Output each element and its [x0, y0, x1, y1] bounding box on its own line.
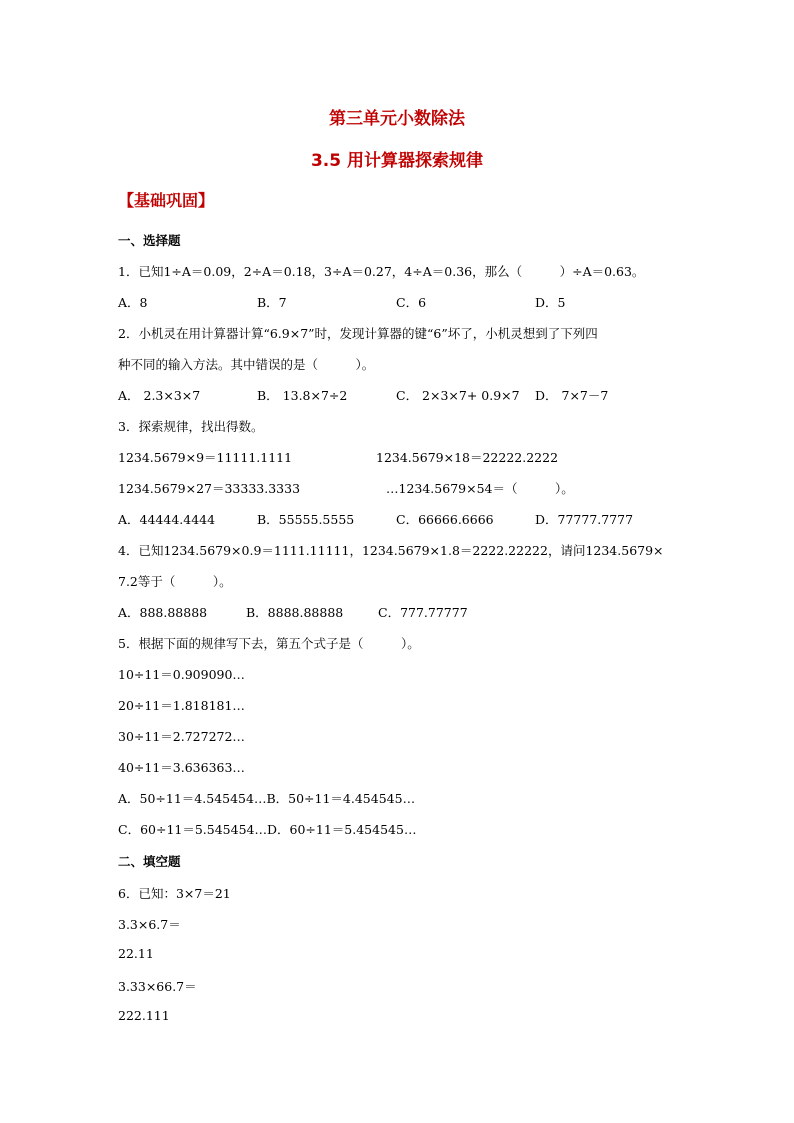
question-3-option-a: A．44444.4444 — [118, 512, 216, 527]
question-4-option-b: B．8888.88888 — [246, 605, 344, 620]
question-2-line-1: 2．小机灵在用计算器计算“6.9×7”时，发现计算器的键“6”坏了，小机灵想到了下列四 — [118, 326, 598, 341]
section-bracket-heading: 【基础巩固】 — [118, 191, 215, 210]
question-4-line-1: 4．已知1234.5679×0.9＝1111.11111，1234.5679×1.8＝2222.22222，请问1234.5679× — [118, 543, 664, 558]
question-4-line-2: 7.2等于（ ）。 — [118, 574, 232, 589]
question-6-row-4: 3.33×66.7＝ — [118, 979, 197, 994]
question-6-row-3: 22.11 — [118, 946, 154, 961]
section-heading-fill-in: 二、填空题 — [118, 854, 181, 869]
question-5-row-4: 40÷11＝3.636363… — [118, 760, 245, 775]
question-1-option-c: C．6 — [396, 295, 427, 310]
question-5-options-cd: C．60÷11＝5.545454…D．60÷11＝5.454545… — [118, 822, 417, 837]
question-3-equation-2: 1234.5679×18＝22222.2222 — [376, 450, 559, 465]
question-5-row-1: 10÷11＝0.909090… — [118, 667, 245, 682]
question-3-text: 3．探索规律，找出得数。 — [118, 419, 264, 434]
question-6-row-1: 6．已知：3×7＝21 — [118, 886, 231, 901]
question-2-line-2: 种不同的输入方法。其中错误的是（ ）。 — [118, 357, 375, 372]
question-5-options-ab: A．50÷11＝4.545454…B．50÷11＝4.454545… — [118, 791, 416, 806]
question-3-option-d: D．77777.7777 — [535, 512, 634, 527]
question-3-option-c: C．66666.6666 — [396, 512, 494, 527]
question-2-option-c: C． 2×3×7+ 0.9×7 — [396, 388, 520, 403]
section-heading-choice: 一、选择题 — [118, 233, 181, 248]
question-1-option-a: A．8 — [118, 295, 148, 310]
question-3-equation-3: 1234.5679×27＝33333.3333 — [118, 481, 301, 496]
lesson-subtitle: 3.5 用计算器探索规律 — [310, 151, 484, 171]
document-title: 第三单元小数除法 — [329, 109, 465, 129]
question-4-option-c: C．777.77777 — [378, 605, 468, 620]
question-4-option-a: A．888.88888 — [118, 605, 208, 620]
question-5-row-2: 20÷11＝1.818181… — [118, 698, 245, 713]
question-1-option-b: B．7 — [257, 295, 287, 310]
question-2-option-a: A． 2.3×3×7 — [118, 388, 201, 403]
question-3-equation-4: …1234.5679×54＝（ ）。 — [386, 481, 574, 496]
question-1-option-d: D．5 — [535, 295, 566, 310]
question-6-row-5: 222.111 — [118, 1008, 170, 1023]
question-1-text: 1．已知1÷A＝0.09，2÷A＝0.18，3÷A＝0.27，4÷A＝0.36，那么（ ）÷A＝0.63。 — [118, 264, 645, 279]
question-2-option-b: B． 13.8×7÷2 — [257, 388, 348, 403]
question-5-row-3: 30÷11＝2.727272… — [118, 729, 245, 744]
question-2-option-d: D． 7×7－7 — [535, 388, 609, 403]
question-5-text: 5．根据下面的规律写下去，第五个式子是（ ）。 — [118, 636, 420, 651]
question-3-option-b: B．55555.5555 — [257, 512, 355, 527]
question-6-row-2: 3.3×6.7＝ — [118, 917, 181, 932]
question-3-equation-1: 1234.5679×9＝11111.1111 — [118, 450, 293, 465]
